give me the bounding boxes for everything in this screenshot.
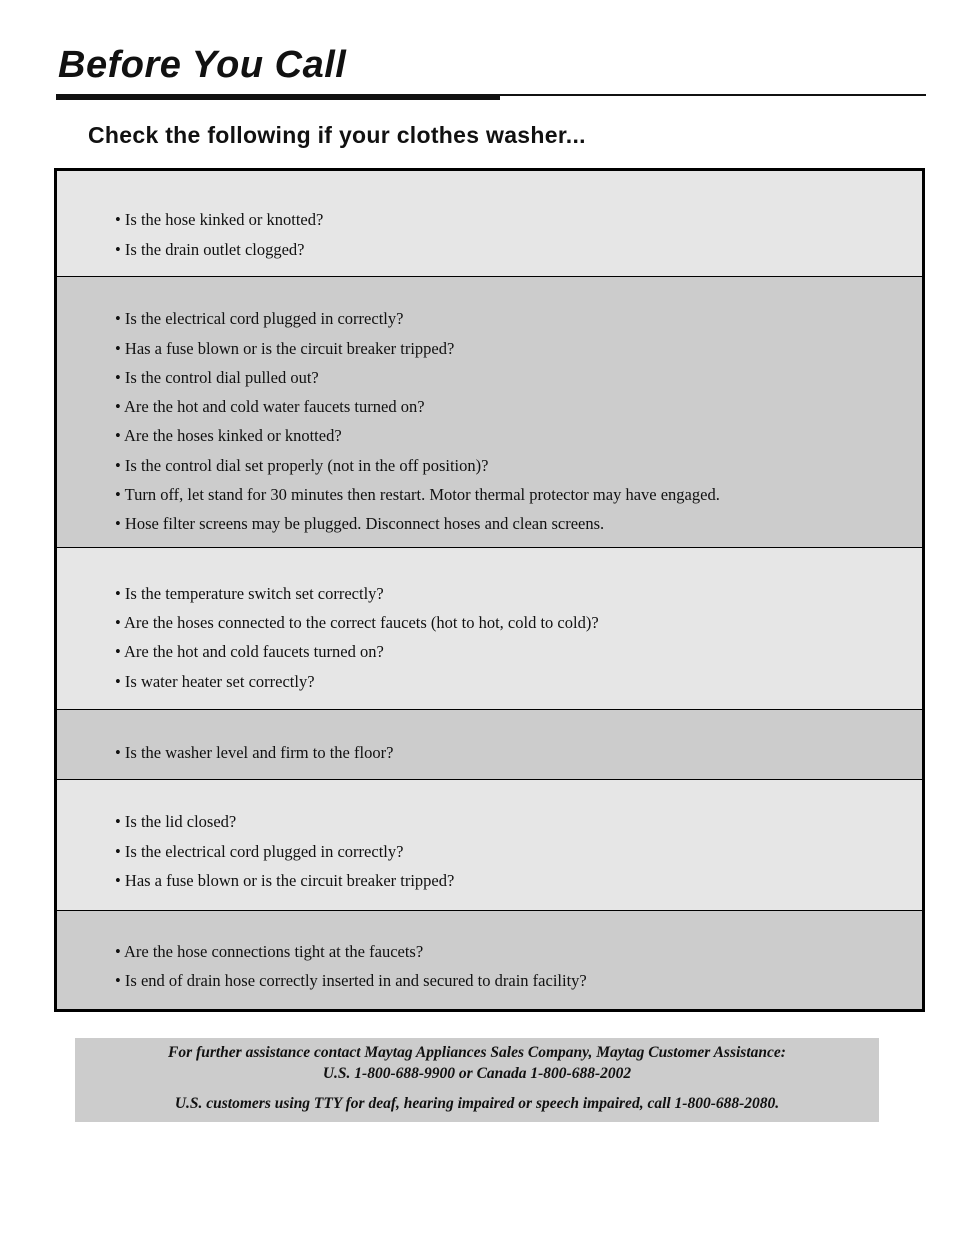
checklist-item: • Are the hose connections tight at the faucets? — [115, 942, 424, 961]
checklist-item: • Has a fuse blown or is the circuit breaker tripped? — [115, 871, 455, 890]
checklist-item: • Are the hot and cold faucets turned on? — [115, 642, 384, 661]
checklist-section — [57, 548, 922, 710]
checklist-item: • Has a fuse blown or is the circuit breaker tripped? — [115, 339, 455, 358]
checklist-section — [57, 171, 922, 277]
title-rule-thick — [56, 94, 500, 100]
checklist-item: • Is end of drain hose correctly inserted in and secured to drain facility? — [115, 971, 587, 990]
page-title: Before You Call — [58, 44, 347, 86]
checklist-section — [57, 911, 922, 1009]
checklist-item: • Is the electrical cord plugged in correctly? — [115, 309, 404, 328]
checklist-item: • Hose filter screens may be plugged. Disconnect hoses and clean screens. — [115, 514, 605, 533]
page-subtitle: Check the following if your clothes washer... — [88, 122, 586, 148]
checklist-item: • Is the electrical cord plugged in correctly? — [115, 842, 404, 861]
checklist-item: • Is the washer level and firm to the floor? — [115, 743, 394, 762]
checklist-item: • Is water heater set correctly? — [115, 672, 315, 691]
checklist-item: • Is the control dial pulled out? — [115, 368, 319, 387]
checklist-section — [57, 780, 922, 911]
checklist-item: • Turn off, let stand for 30 minutes then restart. Motor thermal protector may have engaged. — [115, 485, 720, 504]
checklist-item: • Is the lid closed? — [115, 812, 237, 831]
contact-phone-line: U.S. 1-800-688-9900 or Canada 1-800-688-2002 — [322, 1065, 632, 1082]
checklist-section — [57, 710, 922, 780]
contact-box — [75, 1038, 879, 1122]
troubleshooting-table — [54, 168, 925, 1012]
checklist-section — [57, 277, 922, 548]
checklist-item: • Are the hoses connected to the correct faucets (hot to hot, cold to cold)? — [115, 613, 599, 632]
contact-line: For further assistance contact Maytag Appliances Sales Company, Maytag Customer Assistance: — [168, 1044, 786, 1061]
checklist-item: • Is the drain outlet clogged? — [115, 240, 305, 259]
checklist-item: • Are the hoses kinked or knotted? — [115, 426, 342, 445]
checklist-item: • Are the hot and cold water faucets turned on? — [115, 397, 425, 416]
checklist-item: • Is the hose kinked or knotted? — [115, 210, 324, 229]
checklist-item: • Is the temperature switch set correctly? — [115, 584, 384, 603]
checklist-item: • Is the control dial set properly (not in the off position)? — [115, 456, 489, 475]
contact-tty-line: U.S. customers using TTY for deaf, hearing impaired or speech impaired, call 1-800-688-2080. — [174, 1095, 780, 1112]
